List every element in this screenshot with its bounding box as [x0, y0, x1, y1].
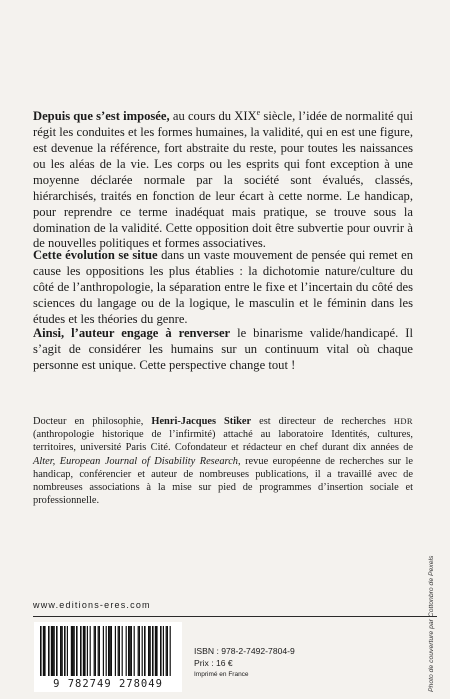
barcode-bar — [98, 626, 99, 676]
barcode-bar — [48, 626, 50, 676]
price: Prix : 16 € — [194, 658, 233, 668]
paragraph-lead: Depuis que s’est imposée, — [33, 109, 170, 124]
barcode-bar — [99, 626, 100, 676]
barcode-bar — [71, 626, 72, 676]
barcode-bar — [148, 626, 150, 676]
barcode-bar — [163, 626, 164, 676]
barcode-bar — [152, 626, 154, 676]
bio-text: est directeur de recherches — [251, 416, 394, 427]
footer-divider — [33, 616, 437, 617]
barcode-bar — [87, 626, 88, 676]
barcode-bar — [128, 626, 130, 676]
paragraph-text: siècle, l’idée de normalité qui régit les conduites et les formes humaines, la validité, qui en est une figure, est devenue la référence, fort abstraite du reste, pour toutes les naissances ou les aléas de la vie. Les corps ou les esprits qui font exception à une moyenne déclarée normale par la société sont évalués, classés, hiérarchisés, traités en fonction de leur écart à cette norme. Le handicap, pour reprendre ce terme inadéquat mais pratique, se trouve sous la domination de la validité. Cette opposition doit être subvertie pour ouvrir à de nouvelles politiques et formes associatives. — [33, 109, 413, 251]
barcode-bar — [51, 626, 52, 676]
barcode-bar — [83, 626, 84, 676]
barcode-bar — [138, 626, 139, 676]
barcode-bar — [76, 626, 78, 676]
barcode-bar — [111, 626, 112, 676]
barcode-bars — [40, 626, 176, 676]
barcode-bar — [43, 626, 44, 676]
barcode-bar — [139, 626, 140, 676]
barcode-bar — [156, 626, 158, 676]
barcode-bar — [54, 626, 55, 676]
bio-text: , revue européenne de recherches sur le handicap, conférencier et auteur de nombreuses publications, il a travaillé avec de nombreuses associations à la mise sur pied de programmes d’insertion sociale et professionnelle. — [33, 455, 413, 507]
barcode-bar — [52, 626, 54, 676]
summary-paragraph-2 — [33, 248, 413, 328]
hdr-abbreviation: HDR — [393, 416, 413, 426]
barcode-bar — [60, 626, 62, 676]
barcode-bar — [115, 626, 116, 676]
printed-in: Imprimé en France — [194, 671, 249, 678]
paragraph-text: le binarisme valide/handicapé. Il s’agit de considérer les humains sur un continuum vital où chaque personne est unique. Cette perspective change tout ! — [33, 326, 413, 372]
barcode-bar — [103, 626, 104, 676]
barcode-bar — [150, 626, 151, 676]
barcode-bar — [72, 626, 74, 676]
barcode-number: 9 782749 278049 — [53, 678, 163, 690]
paragraph-lead: Ainsi, l’auteur engage à renverser — [33, 326, 231, 340]
isbn-block — [194, 645, 295, 681]
barcode-bar — [67, 626, 68, 676]
summary-paragraph-3 — [33, 326, 413, 374]
barcode-bar — [80, 626, 82, 676]
barcode-bar — [62, 626, 63, 676]
barcode-bar — [160, 626, 162, 676]
barcode-bar — [84, 626, 86, 676]
barcode-bar — [155, 626, 156, 676]
barcode-bar — [94, 626, 95, 676]
barcode-bar — [74, 626, 75, 676]
summary-paragraph-1 — [33, 105, 413, 252]
barcode-bar — [90, 626, 91, 676]
barcode-bar — [134, 626, 135, 676]
author-bio — [33, 415, 413, 507]
photo-credit: Photo de couverture par Cottonbro de Pexels — [428, 555, 435, 692]
bio-text: Docteur en philosophie, — [33, 416, 152, 427]
barcode-bar — [142, 626, 143, 676]
barcode-bar — [108, 626, 110, 676]
publisher-url: www.editions-eres.com — [33, 600, 151, 610]
barcode-bar — [130, 626, 131, 676]
barcode-bar — [166, 626, 167, 676]
journal-title: Alter, European Journal of Disability Research — [33, 455, 238, 467]
barcode-bar — [131, 626, 132, 676]
barcode-bar — [118, 626, 119, 676]
barcode-bar — [56, 626, 58, 676]
paragraph-text: dans un vaste mouvement de pensée qui remet en cause les oppositions les plus établies : la dichotomie nature/culture du côté de l’anthropologie, la séparation entre le fixe et l’incertain du côté des sciences du langage ou de la logique, le masculin et le féminin dans les études et les théories du genre. — [33, 248, 413, 326]
paragraph-text: au cours du XIX — [169, 109, 257, 124]
barcode-bar — [106, 626, 107, 676]
barcode-bar — [144, 626, 146, 676]
barcode-bar — [122, 626, 123, 676]
author-name: Henri-Jacques Stiker — [151, 416, 252, 427]
paragraph-lead: Cette évolution se situe — [33, 248, 158, 262]
barcode-bar — [40, 626, 42, 676]
isbn-number: ISBN : 978-2-7492-7804-9 — [194, 646, 295, 656]
century-superscript: e — [256, 108, 261, 117]
barcode-bar — [126, 626, 127, 676]
barcode-bar — [44, 626, 46, 676]
bio-text: (anthropologie historique de l’infirmité) attaché au laboratoire Identités, cultures, territoires, université Paris Cité. Cofondateur et rédacteur en chef durant dix années de — [33, 429, 413, 454]
barcode-bar — [119, 626, 120, 676]
barcode-bar — [64, 626, 66, 676]
barcode-bar — [170, 626, 171, 676]
barcode-bar — [167, 626, 168, 676]
isbn-barcode — [34, 622, 182, 692]
barcode-bar — [95, 626, 96, 676]
barcode-bar — [110, 626, 111, 676]
